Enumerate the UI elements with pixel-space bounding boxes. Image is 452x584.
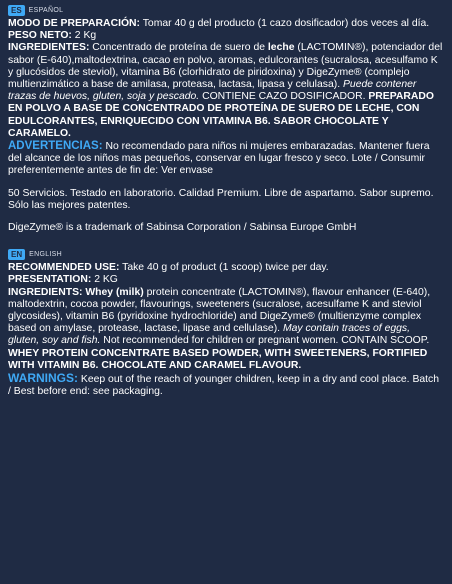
- presentation-text: 2 KG: [91, 274, 118, 286]
- ingredientes-trazas: Puede contener trazas de huevos, gluten, soja y pescado.: [8, 79, 417, 103]
- use-paragraph: [8, 262, 444, 274]
- prep-label: MODO DE PREPARACIÓN:: [8, 18, 141, 29]
- trademark-paragraph: DigeZyme® is a trademark of Sabinsa Corporation / Sabinsa Europe GmbH: [8, 222, 357, 234]
- lang-name-en: ENGLISH: [29, 251, 62, 259]
- ingredients-traces: May contain traces of eggs, gluten, soy and fish.: [8, 323, 410, 347]
- lang-header-en: [8, 248, 444, 261]
- ingredientes-cazo: CONTIENE CAZO DOSIFICADOR.: [199, 91, 366, 103]
- ingredientes-text-1: Concentrado de proteína de suero de: [89, 42, 268, 54]
- ingredients-whey: Whey (milk): [82, 286, 144, 298]
- servicios-paragraph: 50 Servicios. Testado en laboratorio. Calidad Premium. Libre de aspartamo. Sabor supremo. Sólo las mejores patentes.: [8, 187, 434, 211]
- ingredientes-paragraph: [8, 42, 444, 140]
- advertencias-label: ADVERTENCIAS:: [8, 140, 103, 153]
- ingredients-text: protein concentrate (LACTOMIN®), flavour enhancer (E-640), maltodextrin, cocoa powder, flavourings, sweeteners (sucralose, acesulfame K and steviol glycosides), vitamin B6 (pyridoxine hydrochloride) and DigeZyme® (multienzyme complex based on amylase, protease, lactase, lipase and cellulase).: [8, 286, 431, 335]
- use-label: RECOMMENDED USE:: [8, 262, 120, 274]
- presentation-paragraph: [8, 274, 444, 286]
- ingredients-label: INGREDIENTS:: [8, 286, 83, 298]
- peso-label: PESO NETO:: [8, 30, 72, 42]
- ingredients-not-recommended: Not recommended for children or pregnant women. CONTAIN SCOOP.: [100, 335, 430, 347]
- lang-name-es: ESPAÑOL: [28, 7, 64, 14]
- ingredients-paragraph: [8, 287, 444, 348]
- ingredients-bold-paragraph: WHEY PROTEIN CONCENTRATE BASED POWDER, WITH SWEETENERS, FORTIFIED WITH VITAMIN B6. CHOCOLATE AND CARAMEL FLAVOUR.: [8, 347, 428, 371]
- lang-badge-es: ES: [8, 5, 25, 16]
- lang-badge-en: EN: [8, 249, 25, 260]
- presentation-label: PRESENTATION:: [8, 274, 92, 286]
- ingredientes-label: INGREDIENTES:: [8, 42, 90, 54]
- peso-text: 2 Kg: [71, 30, 97, 42]
- advertencias-paragraph: [8, 140, 444, 178]
- ingredientes-leche: leche: [267, 42, 295, 54]
- peso-paragraph: [8, 30, 444, 42]
- warnings-paragraph: [8, 372, 444, 398]
- use-text: Take 40 g of product (1 scoop) twice per day.: [119, 262, 329, 274]
- warnings-text: Keep out of the reach of younger children, keep in a dry and cool place. Batch / Best before end: see packaging.: [8, 374, 440, 398]
- ingredientes-bold: PREPARADO EN POLVO A BASE DE CONCENTRADO DE PROTEÍNA DE SUERO DE LECHE, CON EDULCORANTES, ENRIQUECIDO CON VITAMINA B6. SABOR CHOCOLATE Y CARAMELO.: [8, 91, 434, 139]
- lang-header-es: [8, 4, 444, 17]
- prep-paragraph: [8, 18, 444, 30]
- prep-text: Tomar 40 g del producto (1 cazo dosificador) dos veces al día.: [140, 18, 430, 29]
- warnings-label: WARNINGS:: [8, 371, 78, 386]
- ingredientes-text-2: (LACTOMIN®), potenciador del sabor (E-640),maltodextrina, cacao en polvo, aromas, edulcorantes (sucralosa, acesulfamo K y glucósidos de steviol), vitamina B6 (clorhidrato de piridoxina) y DigeZyme® (complejo multienzimático a base de amilasa, proteasa, lactasa, lipasa y celulasa).: [8, 42, 443, 91]
- advertencias-text: No recomendado para niños ni mujeres embarazadas. Mantener fuera del alcance de los niños mas pequeños, conservar en lugar fresco y seco. Lote / Consumir preferentemente antes de fin de: Ver envase: [8, 141, 430, 177]
